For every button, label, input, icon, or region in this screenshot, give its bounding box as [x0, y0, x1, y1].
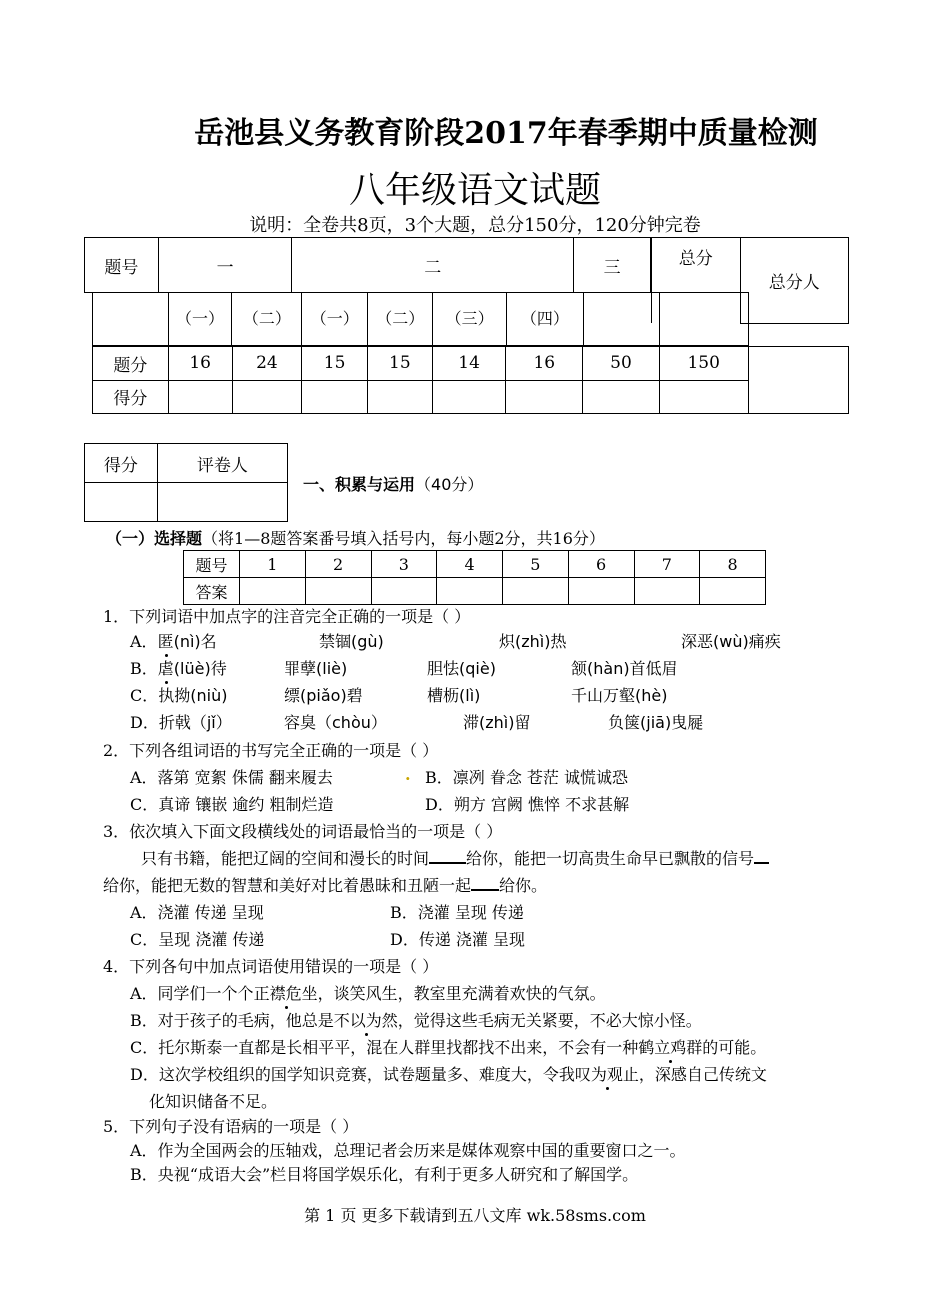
score-input[interactable]	[168, 380, 232, 414]
subheader-2-3: （三）	[433, 293, 507, 346]
score-header-part-three: 三	[574, 238, 651, 293]
q4-option-c: C．托尔斯泰一直都是长相平平，混在人群里找都找不出来，不会有一种鹤立鸡群的可能。	[130, 1038, 767, 1057]
q1-c-word4: 千山万壑(hè)	[571, 686, 668, 705]
exam-title: 岳池县义务教育阶段2017年春季期中质量检测	[194, 116, 818, 151]
score-table-body	[92, 346, 849, 414]
points-value: 24	[232, 347, 302, 381]
q4-option-d: D．这次学校组织的国学知识竞赛，试卷题量多、难度大，令我叹为观止，深感自己传统文	[130, 1065, 767, 1084]
score-table-header	[84, 237, 651, 293]
q1-a-word4: 深恶(wù)痛疾	[681, 632, 781, 651]
answer-cell[interactable]	[305, 578, 371, 605]
points-value: 15	[368, 347, 433, 381]
section-one-title: 一、积累与运用（40分）	[303, 475, 484, 494]
answer-cell[interactable]	[437, 578, 503, 605]
score-input[interactable]	[368, 380, 433, 414]
q3-option-c: C．呈现 浇灌 传递	[130, 930, 265, 949]
score-input[interactable]	[659, 380, 748, 414]
points-value: 16	[168, 347, 232, 381]
answer-number: 7	[634, 551, 700, 578]
q3-stem: 3．依次填入下面文段横线处的词语最恰当的一项是（ ）	[103, 822, 503, 841]
score-header-total: 总分	[652, 238, 741, 324]
points-value: 16	[506, 347, 583, 381]
grader-score-input[interactable]	[85, 483, 158, 522]
q1-a-word2: 禁锢(gù)	[319, 632, 384, 651]
answer-row-label: 答案	[184, 578, 240, 605]
answer-cell[interactable]	[503, 578, 569, 605]
exam-subtitle: 八年级语文试题	[348, 170, 601, 211]
q1-option-d: D．折戟（jǐ）	[130, 713, 232, 732]
answer-cell[interactable]	[568, 578, 634, 605]
q1-d-word4: 负箧(jiā)曳屣	[608, 713, 704, 732]
score-input[interactable]	[432, 380, 506, 414]
answer-number: 2	[305, 551, 371, 578]
q3-option-b: B．浇灌 呈现 传递	[390, 903, 524, 922]
q2-option-b: B．凛冽 眷念 苍茫 诚慌诚恐	[425, 768, 629, 787]
answer-number: 5	[503, 551, 569, 578]
q2-option-d: D．朔方 宫阙 憔悴 不求甚解	[425, 795, 630, 814]
scores-row	[93, 380, 849, 414]
answer-table	[183, 550, 766, 605]
q5-option-a: A．作为全国两会的压轴戏，总理记者会历来是媒体观察中国的重要窗口之一。	[130, 1141, 686, 1160]
points-label: 题分	[93, 347, 169, 381]
exam-instructions: 说明：全卷共8页，3个大题，总分150分，120分钟完卷	[249, 215, 701, 236]
subheader-2-4: （四）	[507, 293, 584, 346]
page-footer: 第 1 页 更多下载请到五八文库 wk.58sms.com	[304, 1206, 646, 1225]
answer-header-label: 题号	[184, 551, 240, 578]
points-value: 50	[583, 347, 660, 381]
q1-c-word3: 槽枥(lì)	[427, 686, 481, 705]
answer-cell[interactable]	[371, 578, 437, 605]
q1-d-word3: 滞(zhì)留	[463, 713, 531, 732]
q2-option-c: C．真谛 镶嵌 逾约 粗制烂造	[130, 795, 334, 814]
answer-number: 1	[240, 551, 306, 578]
answer-number: 3	[371, 551, 437, 578]
q2-option-a: A．落第 宽絮 侏儒 翻来履去	[130, 768, 333, 787]
q1-option-c: C．执拗(niù)	[130, 686, 228, 705]
scores-label: 得分	[93, 380, 169, 414]
q4-option-a: A．同学们一个个正襟危坐，谈笑风生，教室里充满着欢快的气氛。	[130, 984, 606, 1003]
answer-cell[interactable]	[240, 578, 306, 605]
q5-stem: 5．下列句子没有语病的一项是（ ）	[103, 1117, 359, 1136]
q2-mark: .	[405, 765, 411, 784]
answer-cell[interactable]	[700, 578, 766, 605]
score-header-number: 题号	[85, 238, 159, 293]
grader-name-input[interactable]	[157, 483, 287, 522]
q1-a-word3: 炽(zhì)热	[499, 632, 567, 651]
score-input[interactable]	[302, 380, 368, 414]
q4-stem: 4．下列各句中加点词语使用错误的一项是（ ）	[103, 957, 439, 976]
score-header-totaler: 总分人	[740, 238, 849, 324]
q2-stem: 2．下列各组词语的书写完全正确的一项是（ ）	[103, 741, 439, 760]
subheader-2-1: （一）	[302, 293, 368, 346]
subheader-1-1: （一）	[168, 293, 232, 346]
subheader-2-2: （二）	[368, 293, 433, 346]
grader-name-label: 评卷人	[157, 444, 287, 483]
points-value: 15	[302, 347, 368, 381]
q1-b-word3: 胆怯(qiè)	[427, 659, 496, 678]
subheader-1-2: （二）	[232, 293, 302, 346]
q3-passage-line1: 只有书籍，能把辽阔的空间和漫长的时间 给你，能把一切高贵生命早已飘散的信号	[141, 848, 769, 870]
subsection-one-heading: （一）选择题（将1—8题答案番号填入括号内，每小题2分，共16分）	[106, 529, 605, 548]
grader-table	[84, 443, 288, 522]
grader-score-label: 得分	[85, 444, 158, 483]
q3-option-a: A．浇灌 传递 呈现	[130, 903, 264, 922]
score-subheader-row	[92, 292, 749, 346]
q1-b-word4: 颔(hàn)首低眉	[571, 659, 678, 678]
q3-option-d: D．传递 浇灌 呈现	[390, 930, 526, 949]
points-value: 150	[659, 347, 748, 381]
points-row	[93, 347, 849, 381]
q4-option-d-cont: 化知识储备不足。	[149, 1092, 278, 1111]
answer-number: 6	[568, 551, 634, 578]
score-header-part-two: 二	[292, 238, 574, 293]
q1-d-word2: 容臭（chòu）	[284, 713, 387, 732]
score-header-part-one: 一	[158, 238, 292, 293]
q1-option-a: A．匿(nì)名	[130, 632, 217, 651]
answer-number: 4	[437, 551, 503, 578]
answer-cell[interactable]	[634, 578, 700, 605]
score-input[interactable]	[506, 380, 583, 414]
q1-b-word2: 罪孽(liè)	[284, 659, 348, 678]
answer-number: 8	[700, 551, 766, 578]
score-input[interactable]	[232, 380, 302, 414]
q1-c-word2: 缥(piǎo)碧	[284, 686, 363, 705]
q1-option-b: B．虐(lüè)待	[130, 659, 227, 678]
q5-option-b: B．央视“成语大会”栏目将国学娱乐化，有利于更多人研究和了解国学。	[130, 1165, 639, 1184]
points-value: 14	[432, 347, 506, 381]
score-input[interactable]	[583, 380, 660, 414]
q3-passage-line2: 给你，能把无数的智慧和美好对比着愚昧和丑陋一起 给你。	[103, 876, 548, 895]
q1-stem: 1．下列词语中加点字的注音完全正确的一项是（ ）	[103, 607, 471, 626]
q4-option-b: B．对于孩子的毛病，他总是不以为然，觉得这些毛病无关紧要，不必大惊小怪。	[130, 1011, 702, 1030]
